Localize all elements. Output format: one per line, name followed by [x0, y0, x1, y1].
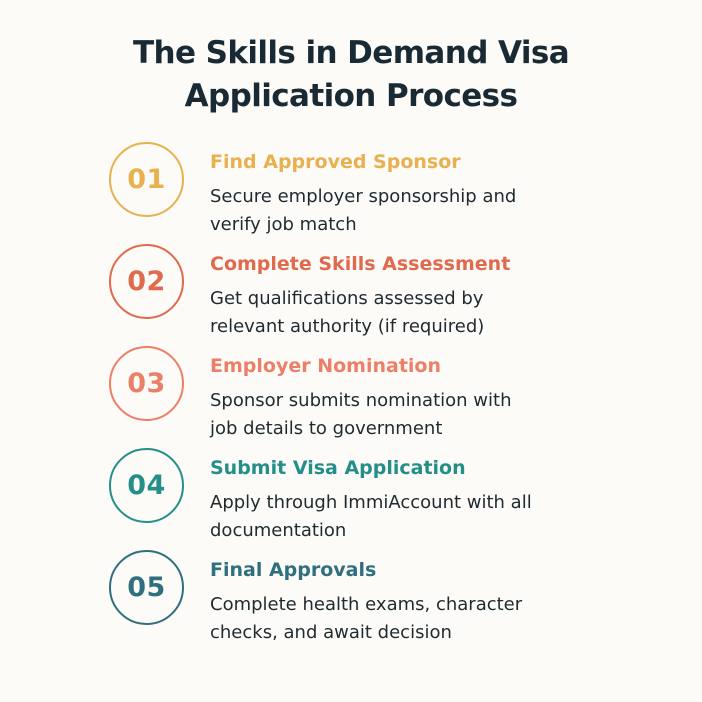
step-description [210, 183, 590, 239]
step-description-line-1: Get qualifications assessed by [210, 288, 484, 309]
step-description-line-2: relevant authority (if required) [210, 316, 485, 337]
step-description [210, 591, 590, 647]
step-number-badge: 01 [109, 142, 184, 217]
step-number-badge: 04 [109, 448, 184, 523]
title-line-2: Application Process [184, 78, 518, 114]
step-description-line-2: job details to government [210, 418, 443, 439]
step-5 [109, 550, 629, 643]
step-4 [109, 448, 629, 541]
step-description-line-1: Secure employer sponsorship and [210, 186, 517, 207]
step-description [210, 489, 590, 545]
step-number-badge: 03 [109, 346, 184, 421]
step-description-line-1: Sponsor submits nomination with [210, 390, 512, 411]
step-description-line-2: checks, and await decision [210, 622, 452, 643]
step-1 [109, 142, 629, 235]
step-3 [109, 346, 629, 439]
step-description [210, 387, 590, 443]
step-heading: Final Approvals [210, 559, 377, 581]
step-description-line-1: Complete health exams, character [210, 594, 523, 615]
step-heading: Submit Visa Application [210, 457, 466, 479]
step-number-badge: 05 [109, 550, 184, 625]
step-description-line-1: Apply through ImmiAccount with all [210, 492, 532, 513]
step-2 [109, 244, 629, 337]
step-heading: Find Approved Sponsor [210, 151, 461, 173]
step-description-line-2: documentation [210, 520, 347, 541]
step-description-line-2: verify job match [210, 214, 357, 235]
step-heading: Complete Skills Assessment [210, 253, 511, 275]
title-line-1: The Skills in Demand Visa [132, 35, 570, 71]
step-description [210, 285, 590, 341]
step-heading: Employer Nomination [210, 355, 441, 377]
step-number-badge: 02 [109, 244, 184, 319]
